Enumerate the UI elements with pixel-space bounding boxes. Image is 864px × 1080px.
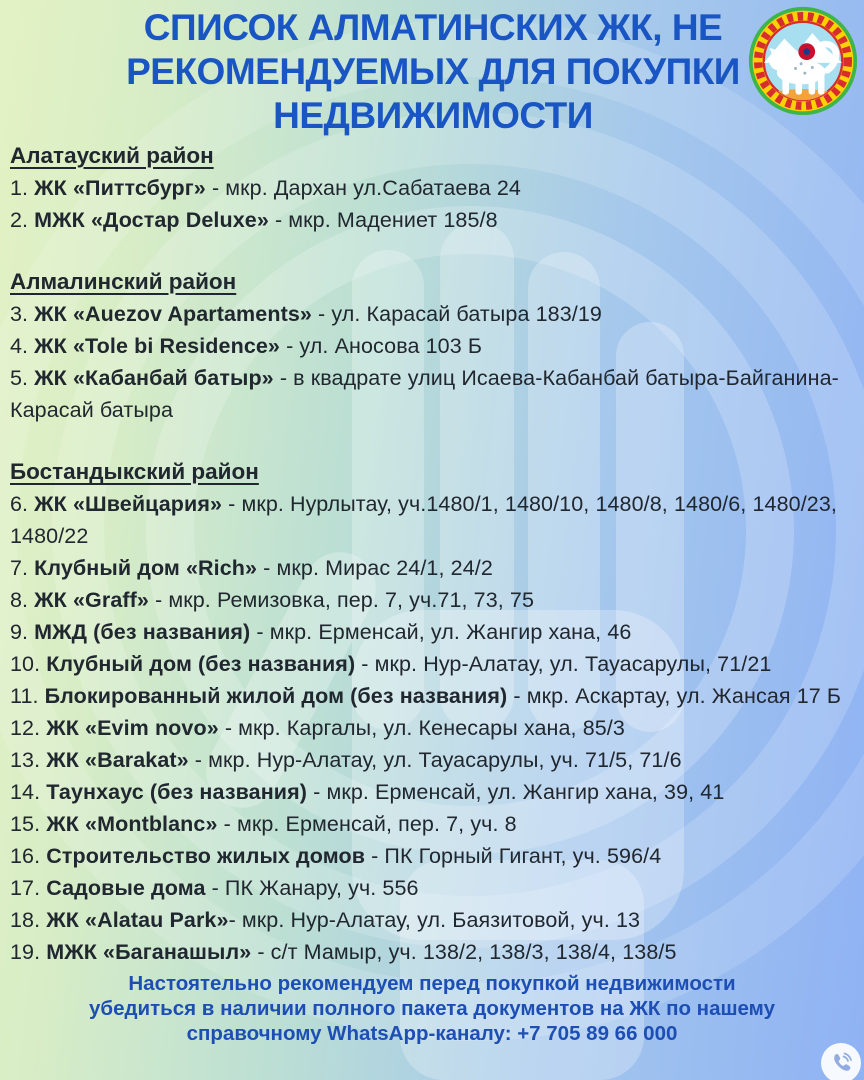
district-section [10, 140, 856, 236]
district-heading: Алмалинский район [10, 269, 237, 294]
item-number: 19. [10, 940, 41, 964]
district-heading: Бостандыкский район [10, 459, 259, 484]
list-item [10, 488, 856, 552]
item-address: - мкр. Нур-Алатау, ул. Баязитовой, уч. 13 [228, 908, 641, 932]
footer-line-2: убедиться в наличии полного пакета документов на ЖК по нашему [89, 997, 775, 1020]
phone-icon [821, 1043, 861, 1080]
item-address: - мкр. Нурлытау, уч.1480/1, 1480/10, 1480/8, 1480/6, 1480/23, 1480/22 [10, 492, 837, 548]
list-item [10, 808, 856, 840]
item-complex-name: ЖК «Auezov Apartaments» [34, 302, 312, 326]
almaty-city-emblem-icon [747, 5, 859, 117]
page-title-line-2: РЕКОМЕНДУЕМЫХ ДЛЯ ПОКУПКИ [126, 51, 740, 92]
item-complex-name: ЖК «Montblanc» [46, 812, 218, 836]
item-number: 14. [10, 780, 41, 804]
list-item [10, 936, 856, 968]
item-complex-name: Блокированный жилой дом (без названия) [44, 684, 508, 708]
item-address: - мкр. Мадениет 185/8 [268, 208, 498, 232]
list-item [10, 872, 856, 904]
list-item [10, 362, 856, 426]
list-item [10, 840, 856, 872]
item-number: 3. [10, 302, 29, 326]
item-complex-name: Садовые дома [46, 876, 206, 900]
item-number: 1. [10, 176, 29, 200]
item-complex-name: МЖК «Баганашыл» [46, 940, 252, 964]
district-section [10, 266, 856, 426]
item-address: - ул. Карасай батыра 183/19 [311, 302, 602, 326]
list-item [10, 648, 856, 680]
list-item [10, 616, 856, 648]
item-complex-name: ЖК «Питтсбург» [34, 176, 206, 200]
item-address: - мкр. Ерменсай, ул. Жангир хана, 46 [250, 620, 632, 644]
item-address: - мкр. Дархан ул.Сабатаева 24 [205, 176, 521, 200]
item-address: - ул. Аносова 103 Б [280, 334, 483, 358]
district-heading: Алатауский район [10, 143, 214, 168]
item-complex-name: Клубный дом «Rich» [34, 556, 258, 580]
district-list [10, 140, 856, 968]
item-address: - мкр. Ремизовка, пер. 7, уч.71, 73, 75 [148, 588, 535, 612]
item-address: - мкр. Нур-Алатау, ул. Тауасарулы, 71/21 [355, 652, 772, 676]
footer-line-1: Настоятельно рекомендуем перед покупкой недвижимости [128, 972, 736, 995]
item-address: - мкр. Ерменсай, ул. Жангир хана, 39, 41 [307, 780, 725, 804]
item-number: 17. [10, 876, 41, 900]
item-complex-name: ЖК «Barakat» [46, 748, 189, 772]
item-number: 12. [10, 716, 41, 740]
list-item [10, 776, 856, 808]
item-number: 10. [10, 652, 41, 676]
item-complex-name: Клубный дом (без названия) [46, 652, 356, 676]
item-number: 7. [10, 556, 29, 580]
item-address: - мкр. Нур-Алатау, ул. Тауасарулы, уч. 71/5, 71/6 [188, 748, 682, 772]
item-complex-name: ЖК «Tole bi Residence» [34, 334, 280, 358]
item-address: - мкр. Ерменсай, пер. 7, уч. 8 [217, 812, 517, 836]
item-number: 8. [10, 588, 29, 612]
item-address: - мкр. Мирас 24/1, 24/2 [257, 556, 493, 580]
item-address: - с/т Мамыр, уч. 138/2, 138/3, 138/4, 138/5 [251, 940, 677, 964]
item-number: 18. [10, 908, 41, 932]
item-address: - мкр. Каргалы, ул. Кенесары хана, 85/3 [218, 716, 625, 740]
list-item [10, 744, 856, 776]
item-complex-name: Таунхаус (без названия) [46, 780, 308, 804]
page-title-line-1: СПИСОК АЛМАТИНСКИХ ЖК, НЕ [143, 7, 723, 48]
list-item [10, 904, 856, 936]
page-title [50, 6, 816, 138]
item-number: 15. [10, 812, 41, 836]
list-item [10, 552, 856, 584]
list-item [10, 712, 856, 744]
list-item [10, 298, 856, 330]
item-complex-name: ЖК «Кабанбай батыр» [34, 366, 274, 390]
item-number: 6. [10, 492, 29, 516]
item-number: 2. [10, 208, 29, 232]
list-item [10, 204, 856, 236]
item-address: - мкр. Аскартау, ул. Жансая 17 Б [507, 684, 842, 708]
item-complex-name: МЖК «Достар Deluxe» [34, 208, 269, 232]
item-number: 4. [10, 334, 29, 358]
item-complex-name: ЖК «Evim novo» [46, 716, 219, 740]
list-item [10, 584, 856, 616]
footer-notice [0, 971, 864, 1046]
item-complex-name: ЖК «Alatau Park» [46, 908, 229, 932]
item-number: 11. [10, 684, 39, 708]
item-address: - в квадрате улиц Исаева-Кабанбай батыра-Байганина-Карасай батыра [10, 366, 839, 422]
item-complex-name: ЖК «Graff» [34, 588, 149, 612]
item-complex-name: ЖК «Швейцария» [34, 492, 223, 516]
list-item [10, 172, 856, 204]
item-address: - ПК Жанару, уч. 556 [205, 876, 419, 900]
list-item [10, 330, 856, 362]
item-complex-name: МЖД (без названия) [34, 620, 251, 644]
page-title-line-3: НЕДВИЖИМОСТИ [273, 95, 593, 136]
list-item [10, 680, 856, 712]
district-section [10, 456, 856, 968]
item-number: 9. [10, 620, 29, 644]
item-number: 16. [10, 844, 41, 868]
item-number: 5. [10, 366, 29, 390]
item-complex-name: Строительство жилых домов [46, 844, 366, 868]
footer-line-3: справочному WhatsApp-каналу: +7 705 89 66 000 [186, 1022, 678, 1045]
item-number: 13. [10, 748, 41, 772]
item-address: - ПК Горный Гигант, уч. 596/4 [365, 844, 662, 868]
